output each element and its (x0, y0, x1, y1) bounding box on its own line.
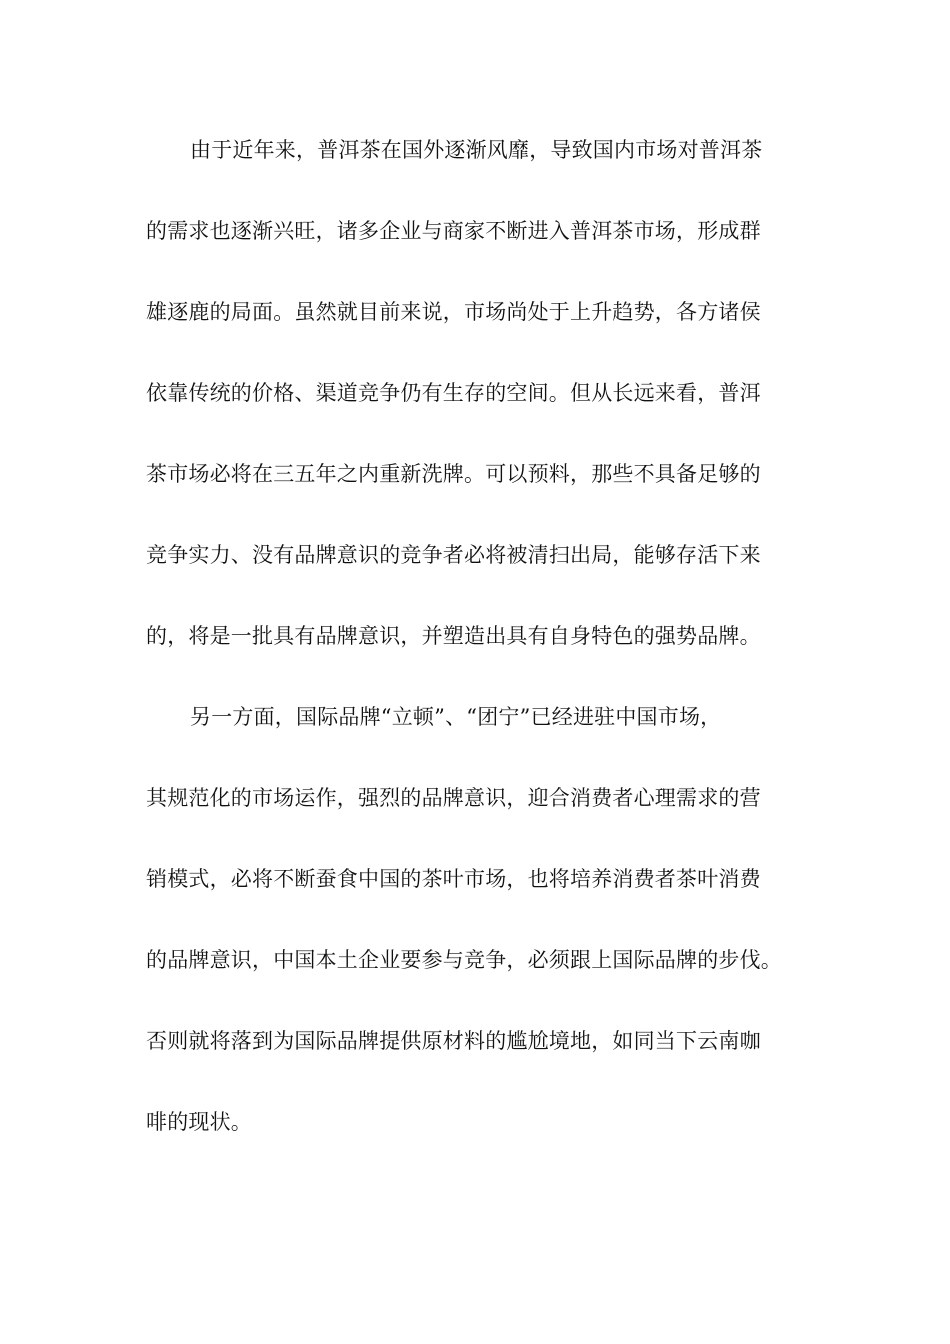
paragraph-1-line-6: 竞争实力、没有品牌意识的竞争者必将被清扫出局，能够存活下来 (146, 543, 761, 567)
paragraph-1-line-3: 雄逐鹿的局面。虽然就目前来说，市场尚处于上升趋势，各方诸侯 (146, 300, 761, 324)
paragraph-1-line-7: 的，将是一批具有品牌意识，并塑造出具有自身特色的强势品牌。 (146, 624, 761, 648)
paragraph-1-line-5: 茶市场必将在三五年之内重新洗牌。可以预料，那些不具备足够的 (146, 462, 761, 486)
paragraph-2-line-3: 销模式，必将不断蚕食中国的茶叶市场，也将培养消费者茶叶消费 (146, 867, 761, 891)
paragraph-2-line-2: 其规范化的市场运作，强烈的品牌意识，迎合消费者心理需求的营 (146, 786, 761, 810)
paragraph-1-line-2: 的需求也逐渐兴旺，诸多企业与商家不断进入普洱茶市场，形成群 (146, 219, 761, 243)
paragraph-1-line-1: 由于近年来，普洱茶在国外逐渐风靡，导致国内市场对普洱茶 (190, 138, 763, 162)
paragraph-2-line-1: 另一方面，国际品牌“立顿”、“团宁”已经进驻中国市场， (190, 705, 722, 729)
paragraph-2-line-4: 的品牌意识，中国本土企业要参与竞争，必须跟上国际品牌的步伐。 (146, 948, 782, 972)
paragraph-2-line-5: 否则就将落到为国际品牌提供原材料的尴尬境地，如同当下云南咖 (146, 1029, 761, 1053)
paragraph-1-line-4: 依靠传统的价格、渠道竞争仍有生存的空间。但从长远来看，普洱 (146, 381, 761, 405)
paragraph-2-line-6: 啡的现状。 (146, 1110, 252, 1134)
